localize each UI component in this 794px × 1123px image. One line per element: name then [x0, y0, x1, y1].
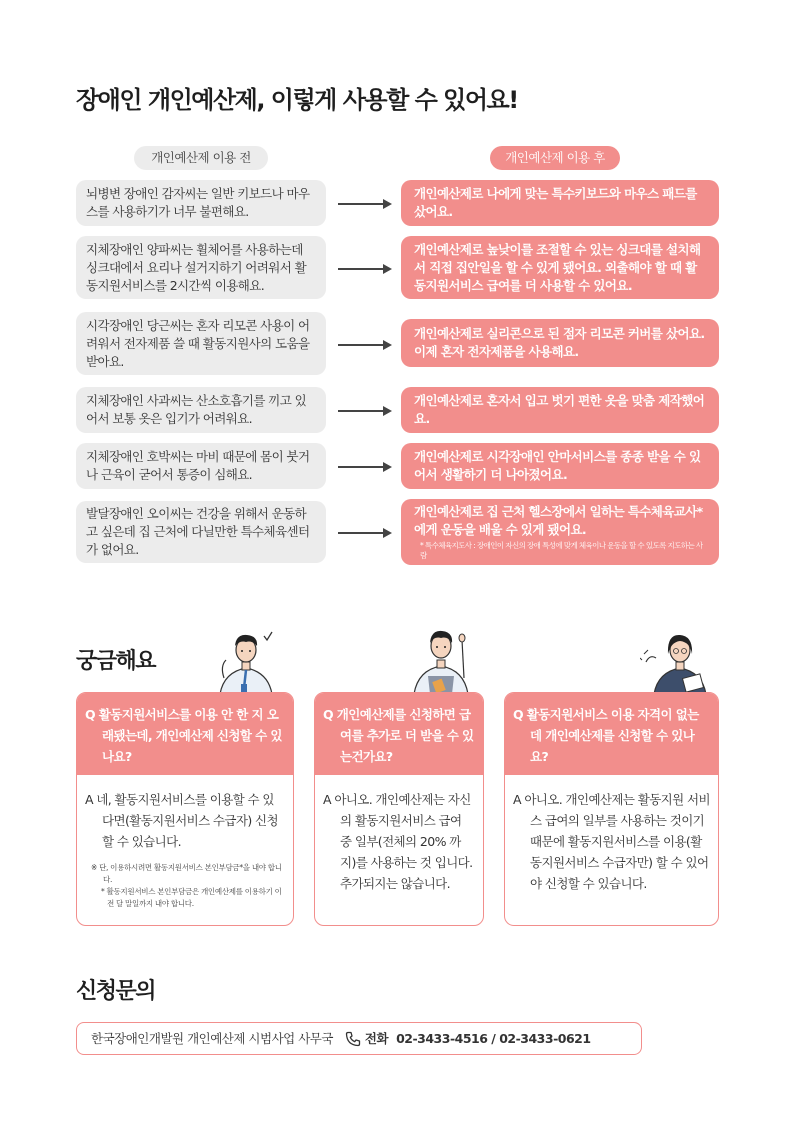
after-text [401, 319, 719, 367]
footnote-line: * 활동지원서비스 본인부담금은 개인예산제를 이용하기 이전 달 말일까지 내야 합니다. [101, 887, 282, 908]
faq-card [504, 692, 719, 926]
faq-question [77, 693, 293, 775]
before-column-header: 개인예산제 이용 전 [134, 146, 268, 170]
comparison-row [76, 180, 719, 226]
arrow-right-icon [338, 340, 392, 350]
after-text-main: 개인예산제로 시각장애인 안마서비스를 종종 받을 수 있어서 생활하기 더 나아졌어요. [414, 449, 701, 482]
faq-question-text: Q 활동지원서비스 이용 자격이 없는데 개인예산제를 신청할 수 있나요? [513, 707, 699, 764]
comparison-row [76, 443, 719, 489]
arrow-right-icon [338, 264, 392, 274]
arrow-right-icon [338, 199, 392, 209]
after-text [401, 499, 719, 565]
after-text-main: 개인예산제로 혼자서 입고 벗기 편한 옷을 맞춤 제작했어요. [414, 393, 705, 426]
comparison-row [76, 499, 719, 565]
phone-icon [345, 1031, 361, 1047]
faq-question-text: Q 개인예산제를 신청하면 급여를 추가로 더 받을 수 있는건가요? [323, 707, 474, 764]
phone-number[interactable]: 02-3433-4516 / 02-3433-0621 [396, 1030, 591, 1046]
before-text: 발달장애인 오이씨는 건강을 위해서 운동하고 싶은데 집 근처에 다닐만한 특수체육센터가 없어요. [76, 501, 326, 563]
faq-question-text: Q 활동지원서비스를 이용 안 한 지 오래됐는데, 개인예산제 신청할 수 있나요? [85, 707, 282, 764]
footnote: * 특수체육지도사 : 장애인이 자신의 장애 특성에 맞게 체육이나 운동을 할 수 있도록 지도하는 사람 [420, 541, 703, 560]
after-text [401, 387, 719, 433]
faq-answer-text: A 아니오. 개인예산제는 활동지원 서비스 급여의 일부를 사용하는 것이기 때문에 활동지원서비스를 이용(활동지원서비스 수급자만) 할 수 있어야 신청할 수 있습니다. [513, 792, 710, 891]
faq-card [314, 692, 484, 926]
before-text: 지체장애인 사과씨는 산소호흡기를 끼고 있어서 보통 옷은 입기가 어려워요. [76, 387, 326, 433]
faq-answer [315, 775, 483, 894]
after-text [401, 236, 719, 299]
person-illustration-icon [640, 624, 718, 694]
before-text: 시각장애인 당근씨는 혼자 리모콘 사용이 어려워서 전자제품 쓸 때 활동지원사의 도움을 받아요. [76, 312, 326, 375]
comparison-row [76, 387, 719, 433]
faq-question [505, 693, 718, 775]
after-column-header: 개인예산제 이용 후 [490, 146, 620, 170]
faq-card [76, 692, 294, 926]
contact-org: 한국장애인개발원 개인예산제 시범사업 사무국 [91, 1030, 333, 1046]
faq-title: 궁금해요 [76, 649, 156, 674]
faq-answer [505, 775, 718, 894]
comparison-row [76, 312, 719, 375]
comparison-row [76, 236, 719, 299]
before-text: 지체장애인 양파씨는 휠체어를 사용하는데 싱크대에서 요리나 설거지하기 어려워서 활동지원서비스를 2시간씩 이용해요. [76, 236, 326, 299]
contact-title: 신청문의 [76, 979, 156, 1004]
faq-answer-text: A 네, 활동지원서비스를 이용할 수 있다면(활동지원서비스 수급자) 신청할 수 있습니다. [85, 792, 278, 849]
faq-answer [77, 775, 293, 910]
after-text [401, 443, 719, 489]
arrow-right-icon [338, 462, 392, 472]
after-text-main: 개인예산제로 높낮이를 조절할 수 있는 싱크대를 설치해서 직접 집안일을 할 수 있게 됐어요. 외출해야 할 때 활동지원서비스 급여를 더 사용할 수 있어요. [414, 241, 701, 293]
person-illustration-icon [406, 618, 476, 694]
faq-question [315, 693, 483, 775]
before-text: 지체장애인 호박씨는 마비 때문에 몸이 붓거나 근육이 굳어서 통증이 심해요. [76, 443, 326, 489]
arrow-right-icon [338, 406, 392, 416]
before-text: 뇌병변 장애인 감자씨는 일반 키보드나 마우스를 사용하기가 너무 불편해요. [76, 180, 326, 226]
after-text [401, 180, 719, 226]
after-text-main: 개인예산제로 집 근처 헬스장에서 일하는 특수체육교사*에게 운동을 배울 수 있게 됐어요. [414, 504, 703, 537]
after-text-main: 개인예산제로 실리콘으로 된 점자 리모콘 커버를 샀어요. 이제 혼자 전자제품을 사용해요. [414, 326, 705, 359]
arrow-right-icon [338, 528, 392, 538]
person-illustration-icon [206, 622, 286, 694]
phone-label: 전화 [364, 1030, 389, 1046]
footnote-line: ※ 단, 이용하시려면 활동지원서비스 본인부담금*을 내야 합니다. [91, 863, 282, 884]
page-title: 장애인 개인예산제, 이렇게 사용할 수 있어요! [76, 86, 518, 114]
footnote [85, 862, 285, 910]
contact-box [76, 1022, 642, 1055]
after-text-main: 개인예산제로 나에게 맞는 특수키보드와 마우스 패드를 샀어요. [414, 186, 697, 219]
faq-answer-text: A 아니오. 개인예산제는 자신의 활동지원서비스 급여 중 일부(전체의 20% 까지)를 사용하는 것 입니다. 추가되지는 않습니다. [323, 792, 473, 891]
